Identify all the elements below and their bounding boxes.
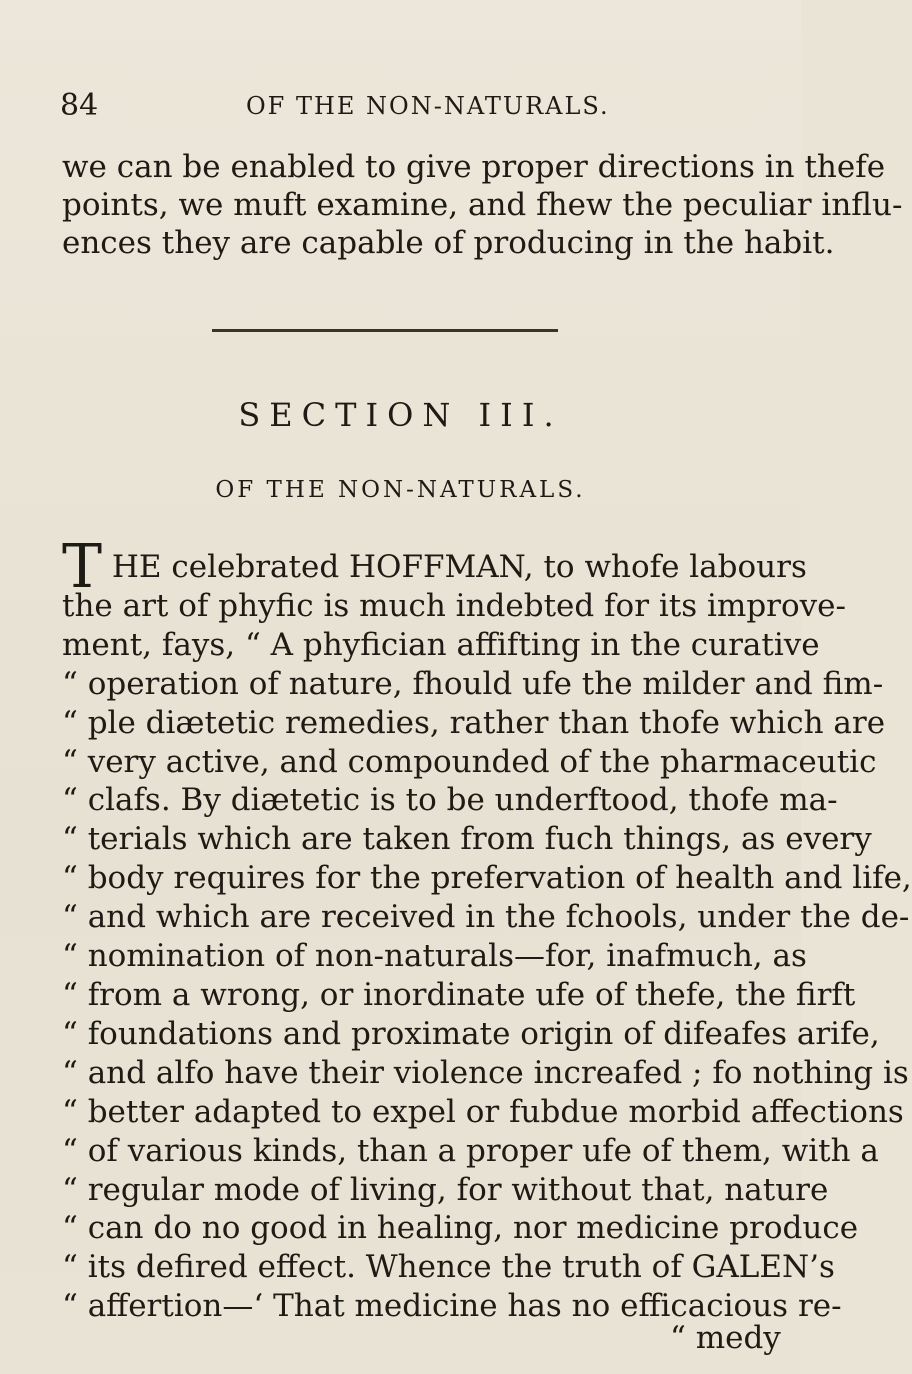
text-line: “ body requires for the prefervation of health and life,	[62, 860, 912, 897]
text-line: “ and which are received in the fchools, under the de-	[62, 899, 910, 936]
text-line: “ better adapted to expel or fubdue morbid affections	[62, 1093, 904, 1130]
text-line: “ and alfo have their violence increafed ; fo nothing is	[62, 1054, 909, 1091]
intro-paragraph	[62, 148, 903, 262]
page-header	[60, 88, 780, 128]
catchword: “ medy	[670, 1320, 781, 1356]
text-line: ences they are capable of producing in the habit.	[62, 225, 835, 261]
text-line: the art of phyfic is much indebted for its improve-	[62, 587, 846, 624]
text-line: we can be enabled to give proper directions in thefe	[62, 149, 886, 185]
text-line: “ from a wrong, or inordinate ufe of thefe, the firft	[62, 976, 856, 1013]
text-line: points, we muft examine, and fhew the peculiar influ-	[62, 187, 903, 223]
first-line-text: HE celebrated HOFFMAN, to whofe labours	[111, 549, 807, 585]
text-line: “ nomination of non-naturals—for, inafmuch, as	[62, 938, 807, 975]
text-line-first	[62, 532, 807, 602]
drop-cap: T	[62, 532, 103, 602]
text-line: “ its defired effect. Whence the truth of GALEN’s	[62, 1249, 835, 1286]
section-divider	[212, 329, 558, 332]
text-line: “ can do no good in healing, nor medicine produce	[62, 1210, 859, 1247]
text-line: ment, fays, “ A phyfician affifting in the curative	[62, 626, 820, 663]
text-line: “ very active, and compounded of the pharmaceutic	[62, 743, 877, 780]
section-subheading: OF THE NON-NATURALS.	[215, 477, 586, 503]
text-line: “ regular mode of living, for without that, nature	[62, 1171, 829, 1208]
text-line: “ affertion—‘ That medicine has no efficacious re-	[62, 1288, 842, 1325]
section-heading: SECTION III.	[238, 396, 563, 434]
body-paragraph	[62, 532, 912, 1326]
page-number: 84	[60, 88, 99, 123]
running-title: OF THE NON-NATURALS.	[246, 92, 610, 120]
text-line: “ of various kinds, than a proper ufe of them, with a	[62, 1132, 879, 1169]
text-line: “ ple diætetic remedies, rather than thofe which are	[62, 704, 886, 741]
text-line: “ terials which are taken from fuch things, as every	[62, 821, 872, 858]
text-line: “ foundations and proximate origin of difeafes arife,	[62, 1015, 880, 1052]
text-line: “ clafs. By diætetic is to be underftood, thofe ma-	[62, 782, 838, 819]
text-line: “ operation of nature, fhould ufe the milder and fim-	[62, 665, 884, 702]
